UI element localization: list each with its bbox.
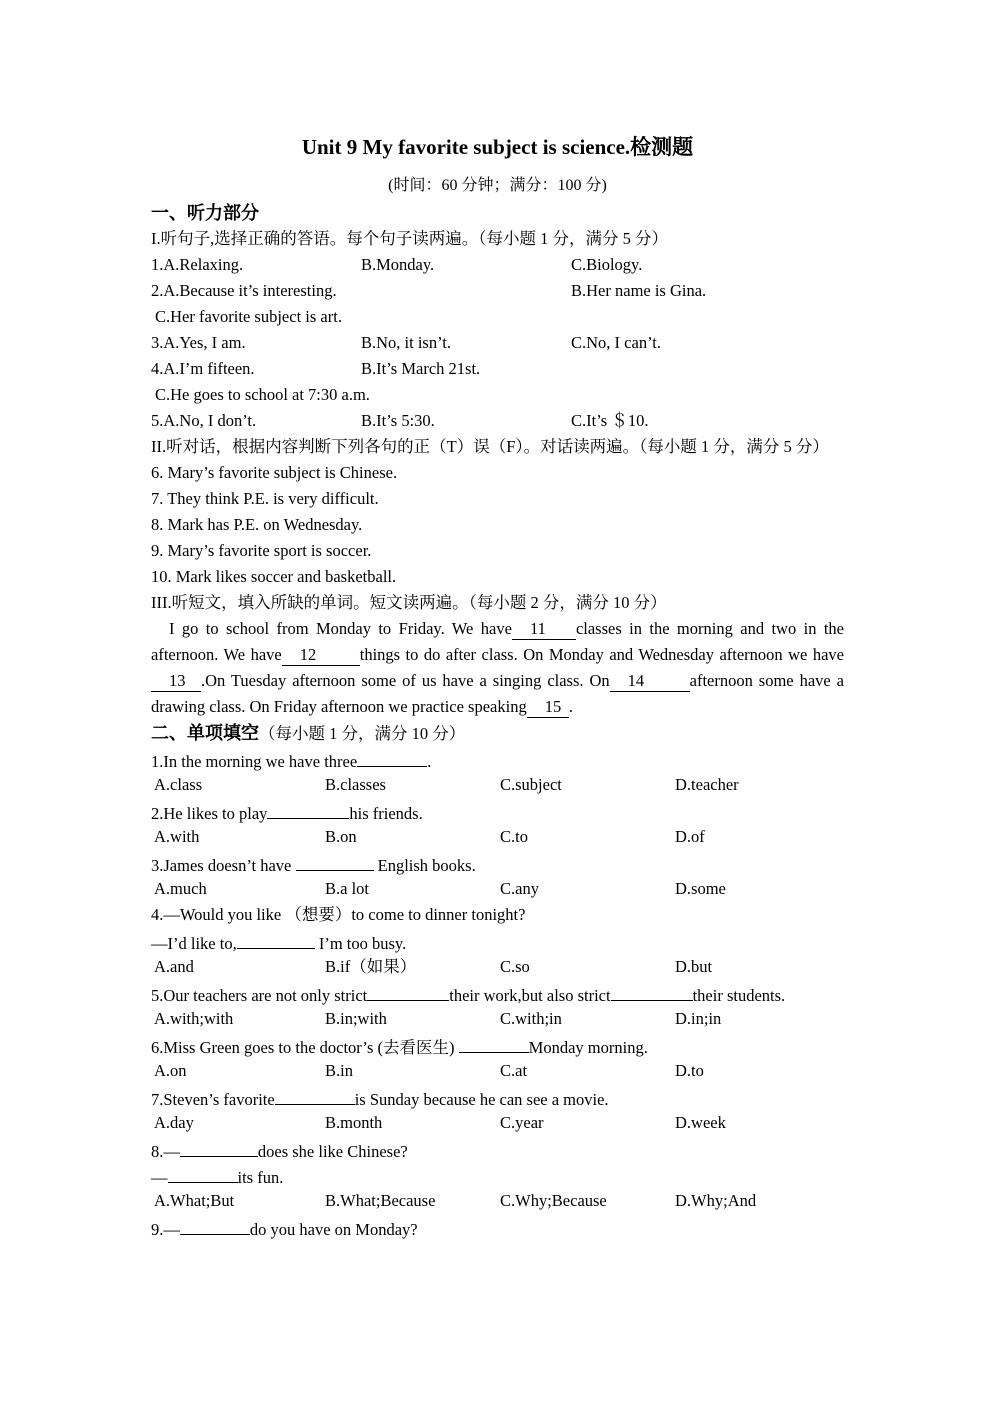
blank-11[interactable]: 11 [512, 619, 576, 640]
option-c: C.so [500, 957, 530, 976]
passage-text: classes in the morning and two in the afternoon. We have [151, 619, 844, 664]
option-b: B.No, it isn’t. [361, 333, 452, 352]
option-d: D.some [675, 879, 726, 898]
tf-item: 8. Mark has P.E. on Wednesday. [151, 515, 363, 534]
tf-item: 6. Mary’s favorite subject is Chinese. [151, 463, 398, 482]
option-b: B.month [325, 1113, 383, 1132]
question-stem: 5.Our teachers are not only strict [151, 986, 368, 1005]
option-b: B.It’s 5:30. [361, 411, 435, 430]
instruction-sec3: III.听短文，填入所缺的单词。短文读两遍。（每小题 2 分，满分 10 分） [151, 593, 667, 612]
answer-blank[interactable] [357, 746, 427, 767]
passage-text: . [568, 697, 573, 716]
tf-item: 9. Mary’s favorite sport is soccer. [151, 541, 372, 560]
option-d: D.week [675, 1113, 726, 1132]
option-d: D.teacher [675, 775, 739, 794]
answer-blank[interactable] [180, 1136, 258, 1157]
question-stem: English books. [377, 856, 476, 875]
answer-blank[interactable] [267, 798, 349, 819]
mc-question-1 [151, 746, 844, 772]
mc-options-2 [151, 824, 844, 850]
question-stem: its fun. [237, 1168, 284, 1187]
option-b: B.if（如果） [325, 957, 417, 976]
question-stem: 1.In the morning we have three [151, 752, 358, 771]
question-stem: Monday morning. [528, 1038, 648, 1057]
option-c: C.any [500, 879, 539, 898]
option-b: B.in;with [325, 1009, 387, 1028]
option-b: B.on [325, 827, 357, 846]
section-heading-listening [151, 200, 844, 226]
mc-question-8 [151, 1136, 844, 1162]
option-a: A.day [154, 1113, 194, 1132]
question-stem: 2.He likes to play [151, 804, 268, 823]
question-stem: . [427, 752, 432, 771]
answer-blank[interactable] [367, 980, 449, 1001]
answer-blank[interactable] [237, 928, 315, 949]
answer-blank[interactable] [180, 1214, 250, 1235]
option-b: B.in [325, 1061, 353, 1080]
mc-question-2 [151, 798, 844, 824]
section-heading-multiple-choice [151, 720, 844, 746]
section-note: （每小题 1 分，满分 10 分） [259, 724, 466, 743]
question-stem: —I’d like to, [151, 934, 237, 953]
question-stem: their students. [692, 986, 786, 1005]
question-2 [151, 278, 844, 304]
option-c: C.Biology. [571, 255, 643, 274]
question-stem: — [151, 1168, 168, 1187]
option-b: B.a lot [325, 879, 369, 898]
answer-blank[interactable] [459, 1032, 529, 1053]
instruction-sec2: II.听对话，根据内容判断下列各句的正（T）误（F）。对话读两遍。（每小题 1 分，满分 5 分） [151, 437, 829, 456]
option-c: C.Why;Because [500, 1191, 607, 1210]
mc-options-7 [151, 1110, 844, 1136]
blank-15[interactable]: 15 [527, 697, 569, 718]
mc-question-3 [151, 850, 844, 876]
passage-text: .On Tuesday afternoon some of us have a singing class. On [201, 671, 610, 690]
question-stem: I’m too busy. [318, 934, 407, 953]
page-subtitle: (时间：60 分钟；满分：100 分) [388, 177, 607, 194]
question-stem: does she like Chinese? [257, 1142, 408, 1161]
answer-blank[interactable] [168, 1162, 238, 1183]
question-4 [151, 356, 844, 382]
option-d: D.to [675, 1061, 704, 1080]
option-d: D.but [675, 957, 713, 976]
passage-text: afternoon some have a drawing class. On Friday afternoon we practice speaking [151, 671, 844, 716]
question-stem: 3.James doesn’t have [151, 856, 292, 875]
option-a: A.class [154, 775, 203, 794]
mc-question-6 [151, 1032, 844, 1058]
question-stem: 9.— [151, 1220, 180, 1239]
option-b: B.Her name is Gina. [571, 281, 707, 300]
tf-item: 7. They think P.E. is very difficult. [151, 489, 379, 508]
mc-options-3 [151, 876, 844, 902]
mc-question-5 [151, 980, 844, 1006]
mc-options-5 [151, 1006, 844, 1032]
tf-item: 10. Mark likes soccer and basketball. [151, 567, 397, 586]
question-stem: his friends. [349, 804, 423, 823]
question-4-option-c: C.He goes to school at 7:30 a.m. [155, 385, 370, 404]
question-stem: 7.Steven’s favorite [151, 1090, 275, 1109]
mc-question-4: 4.—Would you like （想要）to come to dinner tonight? [151, 905, 526, 924]
question-stem: do you have on Monday? [249, 1220, 418, 1239]
mc-options-8 [151, 1188, 844, 1214]
blank-12[interactable]: 12 [282, 645, 360, 666]
option-c: C.It’s ＄10. [571, 411, 649, 430]
option-d: D.Why;And [675, 1191, 757, 1210]
option-a: A.What;But [154, 1191, 235, 1210]
question-stem: is Sunday because he can see a movie. [354, 1090, 609, 1109]
option-a: 2.A.Because it’s interesting. [151, 281, 337, 300]
mc-options-1 [151, 772, 844, 798]
blank-13[interactable]: 13 [151, 671, 201, 692]
mc-question-7 [151, 1084, 844, 1110]
section-heading-text: 一、听力部分 [151, 203, 259, 223]
blank-14[interactable]: 14 [610, 671, 690, 692]
option-a: A.on [154, 1061, 187, 1080]
mc-question-4-reply [151, 928, 844, 954]
answer-blank[interactable] [296, 850, 374, 871]
question-1 [151, 252, 844, 278]
option-a: A.with;with [154, 1009, 234, 1028]
answer-blank[interactable] [275, 1084, 355, 1105]
question-5 [151, 408, 844, 434]
option-b: B.What;Because [325, 1191, 436, 1210]
option-a: A.and [154, 957, 194, 976]
option-d: D.of [675, 827, 705, 846]
question-3 [151, 330, 844, 356]
exam-body [151, 200, 844, 1240]
mc-question-9 [151, 1214, 844, 1240]
option-d: D.in;in [675, 1009, 722, 1028]
option-b: B.classes [325, 775, 386, 794]
question-stem: 6.Miss Green goes to the doctor’s (去看医生) [151, 1038, 455, 1057]
option-b: B.Monday. [361, 255, 435, 274]
option-a: 3.A.Yes, I am. [151, 333, 246, 352]
option-a: 1.A.Relaxing. [151, 255, 244, 274]
page-title: Unit 9 My favorite subject is science.检测题 [301, 135, 694, 159]
mc-question-8-reply [151, 1162, 844, 1188]
option-a: 5.A.No, I don’t. [151, 411, 257, 430]
question-stem: their work,but also strict [449, 986, 611, 1005]
instruction-sec1: I.听句子,选择正确的答语。每个句子读两遍。（每小题 1 分，满分 5 分） [151, 229, 668, 248]
passage-text: I go to school from Monday to Friday. We have [169, 619, 512, 638]
option-a: A.with [154, 827, 200, 846]
mc-options-6 [151, 1058, 844, 1084]
answer-blank[interactable] [611, 980, 693, 1001]
option-c: C.year [500, 1113, 544, 1132]
cloze-passage [151, 616, 844, 720]
option-c: C.at [500, 1061, 528, 1080]
option-c: C.subject [500, 775, 562, 794]
option-c: C.to [500, 827, 528, 846]
section-heading-text: 二、单项填空 [151, 723, 259, 743]
option-a: A.much [154, 879, 207, 898]
mc-options-4 [151, 954, 844, 980]
question-stem: 8.— [151, 1142, 180, 1161]
passage-text: things to do after class. On Monday and Wednesday afternoon we have [359, 645, 844, 664]
option-c: C.No, I can’t. [571, 333, 661, 352]
option-a: 4.A.I’m fifteen. [151, 359, 255, 378]
option-c: C.with;in [500, 1009, 562, 1028]
option-b: B.It’s March 21st. [361, 359, 481, 378]
question-2-option-c: C.Her favorite subject is art. [155, 307, 342, 326]
